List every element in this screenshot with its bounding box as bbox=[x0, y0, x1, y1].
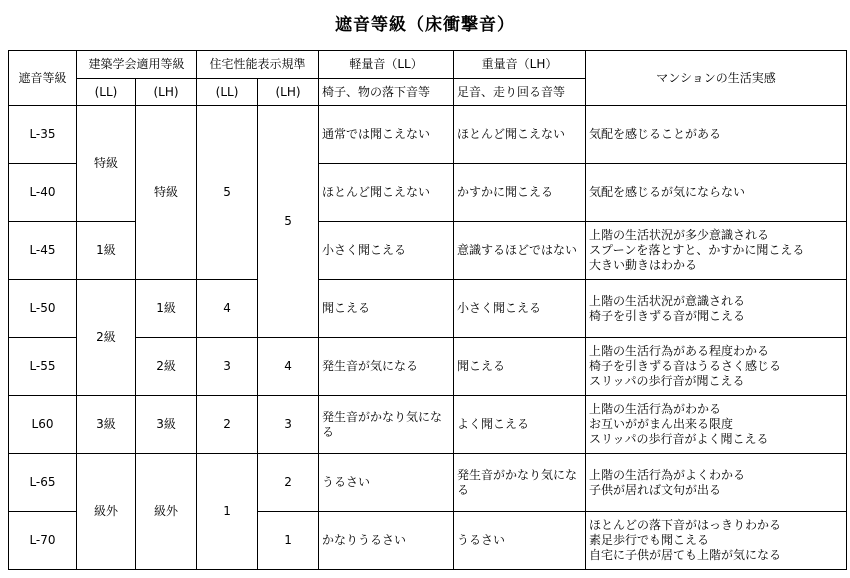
heavy-impact-cell: 意識するほどではない bbox=[454, 222, 586, 280]
aij-ll-cell: 3級 bbox=[77, 396, 136, 454]
perf-lh-cell: 5 bbox=[258, 106, 319, 338]
table-row bbox=[9, 106, 847, 164]
light-impact-cell: 通常では聞こえない bbox=[319, 106, 454, 164]
feel-line: 椅子を引きずる音はうるさく感じる bbox=[589, 359, 782, 373]
feel-line: 素足歩行でも聞こえる bbox=[589, 533, 710, 547]
header-light-impact: 軽量音（LL） bbox=[319, 51, 454, 79]
light-impact-cell: かなりうるさい bbox=[319, 512, 454, 570]
header-rating: 遮音等級 bbox=[9, 51, 77, 106]
aij-ll-cell: 2級 bbox=[77, 280, 136, 396]
aij-ll-cell: 特級 bbox=[77, 106, 136, 222]
feel-line: スリッパの歩行音がよく聞こえる bbox=[589, 432, 769, 446]
header-aij-grade: 建築学会適用等級 bbox=[77, 51, 197, 79]
feel-line: 上階の生活行為がよくわかる bbox=[589, 467, 746, 482]
table-row bbox=[9, 454, 847, 512]
perf-ll-cell: 2 bbox=[197, 396, 258, 454]
feel-line: スリッパの歩行音が聞こえる bbox=[589, 374, 745, 388]
living-feel-cell bbox=[586, 396, 847, 454]
table-row bbox=[9, 396, 847, 454]
aij-lh-cell: 1級 bbox=[136, 280, 197, 338]
table-row bbox=[9, 280, 847, 338]
feel-line: 子供が居れば文句が出る bbox=[589, 482, 722, 497]
living-feel-cell bbox=[586, 512, 847, 570]
heavy-impact-cell: 発生音がかなり気になる bbox=[454, 454, 586, 512]
rating-cell: L60 bbox=[9, 396, 77, 454]
header-living-feel: マンションの生活実感 bbox=[586, 51, 847, 106]
light-impact-cell: うるさい bbox=[319, 454, 454, 512]
living-feel-cell bbox=[586, 164, 847, 222]
feel-line: ほとんどの落下音がはっきりわかる bbox=[589, 518, 782, 532]
feel-line: 上階の生活状況が多少意識される bbox=[589, 228, 770, 242]
header-light-examples: 椅子、物の落下音等 bbox=[319, 79, 454, 106]
light-impact-cell: ほとんど聞こえない bbox=[319, 164, 454, 222]
rating-cell: L-50 bbox=[9, 280, 77, 338]
perf-ll-cell: 5 bbox=[197, 106, 258, 280]
rating-cell: L-55 bbox=[9, 338, 77, 396]
feel-line: 上階の生活行為がわかる bbox=[589, 402, 722, 416]
rating-cell: L-70 bbox=[9, 512, 77, 570]
aij-lh-cell: 特級 bbox=[136, 106, 197, 280]
aij-lh-cell: 級外 bbox=[136, 454, 197, 570]
aij-ll-cell: 級外 bbox=[77, 454, 136, 570]
feel-line: 気配を感じるが気にならない bbox=[589, 185, 746, 199]
header-heavy-examples: 足音、走り回る音等 bbox=[454, 79, 586, 106]
living-feel-cell bbox=[586, 106, 847, 164]
light-impact-cell: 発生音が気になる bbox=[319, 338, 454, 396]
header-perf-standard: 住宅性能表示規準 bbox=[197, 51, 319, 79]
perf-ll-cell: 1 bbox=[197, 454, 258, 570]
aij-lh-cell: 2級 bbox=[136, 338, 197, 396]
heavy-impact-cell: よく聞こえる bbox=[454, 396, 586, 454]
header-heavy-impact: 重量音（LH） bbox=[454, 51, 586, 79]
heavy-impact-cell: うるさい bbox=[454, 512, 586, 570]
feel-line: スプーンを落とすと、かすかに聞こえる bbox=[589, 243, 805, 257]
feel-line: 椅子を引きずる音が聞こえる bbox=[589, 308, 746, 323]
feel-line: 気配を感じることがある bbox=[589, 127, 722, 141]
rating-cell: L-35 bbox=[9, 106, 77, 164]
aij-ll-cell: 1級 bbox=[77, 222, 136, 280]
heavy-impact-cell: 聞こえる bbox=[454, 338, 586, 396]
rating-cell: L-40 bbox=[9, 164, 77, 222]
perf-lh-cell: 2 bbox=[258, 454, 319, 512]
header-aij-lh: (LH) bbox=[136, 79, 197, 106]
rating-cell: L-65 bbox=[9, 454, 77, 512]
header-perf-ll: (LL) bbox=[197, 79, 258, 106]
feel-line: 大きい動きはわかる bbox=[589, 258, 698, 272]
header-perf-lh: (LH) bbox=[258, 79, 319, 106]
header-row-1 bbox=[9, 51, 847, 79]
page-title: 遮音等級（床衝撃音） bbox=[335, 15, 515, 35]
aij-lh-cell: 3級 bbox=[136, 396, 197, 454]
light-impact-cell: 聞こえる bbox=[319, 280, 454, 338]
feel-line: 上階の生活行為がある程度わかる bbox=[589, 344, 770, 358]
heavy-impact-cell: ほとんど聞こえない bbox=[454, 106, 586, 164]
header-aij-ll: (LL) bbox=[77, 79, 136, 106]
perf-lh-cell: 1 bbox=[258, 512, 319, 570]
table-row bbox=[9, 222, 847, 280]
feel-line: 上階の生活状況が意識される bbox=[589, 293, 746, 308]
light-impact-cell: 発生音がかなり気になる bbox=[319, 396, 454, 454]
rating-cell: L-45 bbox=[9, 222, 77, 280]
living-feel-cell bbox=[586, 222, 847, 280]
light-impact-cell: 小さく聞こえる bbox=[319, 222, 454, 280]
feel-line: お互いががまん出来る限度 bbox=[589, 417, 734, 431]
living-feel-cell bbox=[586, 454, 847, 512]
perf-ll-cell: 4 bbox=[197, 280, 258, 338]
feel-line: 自宅に子供が居ても上階が気になる bbox=[589, 548, 782, 562]
living-feel-cell bbox=[586, 338, 847, 396]
sound-insulation-table bbox=[8, 50, 847, 570]
heavy-impact-cell: 小さく聞こえる bbox=[454, 280, 586, 338]
perf-ll-cell: 3 bbox=[197, 338, 258, 396]
living-feel-cell bbox=[586, 280, 847, 338]
perf-lh-cell: 3 bbox=[258, 396, 319, 454]
perf-lh-cell: 4 bbox=[258, 338, 319, 396]
heavy-impact-cell: かすかに聞こえる bbox=[454, 164, 586, 222]
